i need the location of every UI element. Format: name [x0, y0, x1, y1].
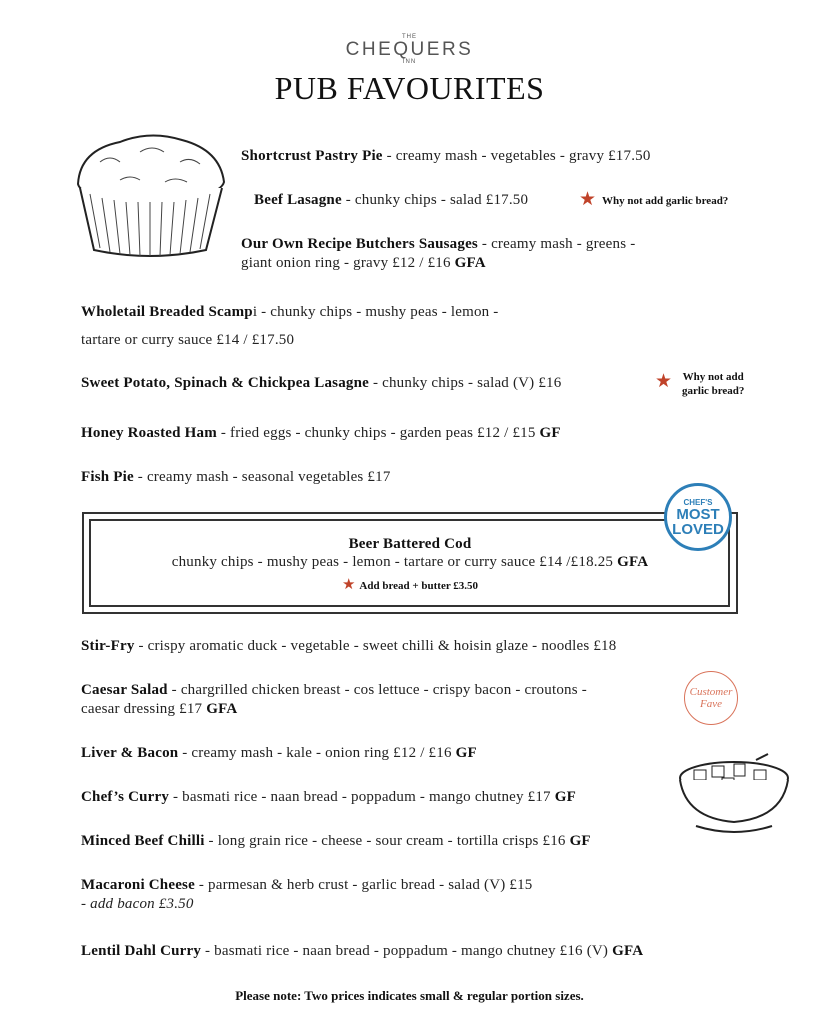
- menu-text: Liver & Bacon: [81, 745, 179, 761]
- menu-text: - chargrilled chicken breast - cos lettuce - crispy bacon - croutons -: [167, 682, 587, 698]
- pie-illustration: [70, 122, 232, 262]
- menu-text: - long grain rice - cheese - sour cream - tortilla crisps £16: [204, 833, 570, 849]
- menu-text: GFA: [206, 701, 238, 717]
- menu-item: [81, 424, 561, 443]
- menu-text: GF: [569, 833, 591, 849]
- menu-text: - creamy mash - seasonal vegetables £17: [133, 469, 391, 485]
- logo-name: CHEQUERS: [345, 39, 474, 60]
- menu-text: GF: [455, 745, 477, 761]
- badge-text: CHEF'S: [683, 497, 713, 507]
- logo-inn: INN: [402, 59, 417, 65]
- menu-item: [81, 942, 643, 961]
- menu-item: [81, 876, 533, 914]
- menu-text: Stir-Fry: [81, 638, 135, 654]
- menu-text: Our Own Recipe Butchers Sausages: [241, 236, 478, 252]
- menu-item: [241, 147, 651, 166]
- menu-text: i - chunky chips - mushy peas - lemon -: [252, 304, 499, 320]
- menu-item: [254, 191, 528, 210]
- badge-text: Fave: [700, 698, 722, 710]
- page-title: PUB FAVOURITES: [274, 70, 545, 106]
- featured-item-name: [82, 535, 738, 554]
- menu-text: Caesar Salad: [81, 682, 168, 698]
- menu-text: Fish Pie: [81, 469, 134, 485]
- menu-text: GFA: [454, 255, 486, 271]
- garlic-bread-note: Why not add garlic bread?: [602, 195, 729, 207]
- menu-text: - chunky chips - salad (V) £16: [369, 375, 562, 391]
- menu-text: Chef’s Curry: [81, 789, 170, 805]
- menu-text: - fried eggs - chunky chips - garden peas £12 / £15: [216, 425, 540, 441]
- garlic-bread-note: [682, 370, 744, 398]
- menu-text: GFA: [617, 554, 649, 570]
- bread-note: [82, 576, 738, 595]
- menu-item: [81, 832, 591, 851]
- menu-text: - add bacon £3.50: [81, 896, 194, 912]
- menu-text: - parmesan & herb crust - garlic bread - salad (V) £15: [194, 877, 533, 893]
- menu-item: [81, 788, 576, 807]
- star-icon: ★: [341, 577, 356, 593]
- menu-item: [81, 744, 477, 763]
- menu-text: - creamy mash - vegetables - gravy £17.50: [382, 148, 651, 164]
- note-line: Why not add: [682, 371, 744, 383]
- menu-text: Sweet Potato, Spinach & Chickpea Lasagne: [81, 375, 370, 391]
- menu-text: GFA: [612, 943, 644, 959]
- badge-text: Customer: [689, 686, 733, 698]
- menu-item: [81, 298, 499, 354]
- menu-text: Add bread + butter £3.50: [359, 580, 479, 592]
- menu-text: - creamy mash - greens -: [477, 236, 636, 252]
- menu-text: Lentil Dahl Curry: [81, 943, 202, 959]
- note-line: garlic bread?: [682, 385, 745, 397]
- badge-text: LOVED: [672, 520, 724, 538]
- badge-text: MOST: [676, 505, 720, 523]
- menu-text: Beef Lasagne: [254, 192, 342, 208]
- menu-item: [81, 374, 561, 393]
- menu-text: tartare or curry sauce £14 / £17.50: [81, 332, 295, 348]
- menu-text: Wholetail Breaded Scamp: [81, 304, 253, 320]
- star-icon: ★: [655, 371, 673, 392]
- menu-item: [81, 468, 391, 487]
- star-icon: ★: [579, 189, 597, 210]
- menu-item: [241, 235, 635, 273]
- menu-text: Minced Beef Chilli: [81, 833, 205, 849]
- menu-text: Macaroni Cheese: [81, 877, 195, 893]
- featured-item-desc: [82, 553, 738, 572]
- portion-size-note: Please note: Two prices indicates small & regular portion sizes.: [235, 988, 584, 1003]
- menu-text: GF: [554, 789, 576, 805]
- menu-text: - chunky chips - salad £17.50: [341, 192, 529, 208]
- menu-item: [81, 681, 587, 719]
- menu-item: [81, 637, 616, 656]
- logo: [0, 34, 819, 66]
- curry-bowl-illustration: [676, 752, 794, 838]
- menu-text: - basmati rice - naan bread - poppadum - mango chutney £16 (V): [201, 943, 613, 959]
- menu-text: - basmati rice - naan bread - poppadum - mango chutney £17: [169, 789, 555, 805]
- logo-the: THE: [402, 34, 417, 40]
- menu-text: - creamy mash - kale - onion ring £12 / £16: [178, 745, 456, 761]
- menu-text: Shortcrust Pastry Pie: [241, 148, 383, 164]
- customer-fave-badge: [684, 671, 738, 725]
- menu-text: - crispy aromatic duck - vegetable - sweet chilli & hoisin glaze - noodles £18: [134, 638, 617, 654]
- menu-text: caesar dressing £17: [81, 701, 207, 717]
- menu-text: Beer Battered Cod: [348, 536, 472, 552]
- most-loved-badge: [664, 483, 732, 551]
- menu-text: GF: [539, 425, 561, 441]
- menu-text: Honey Roasted Ham: [81, 425, 217, 441]
- menu-text: chunky chips - mushy peas - lemon - tartare or curry sauce £14 /£18.25: [171, 554, 618, 570]
- menu-text: giant onion ring - gravy £12 / £16: [241, 255, 455, 271]
